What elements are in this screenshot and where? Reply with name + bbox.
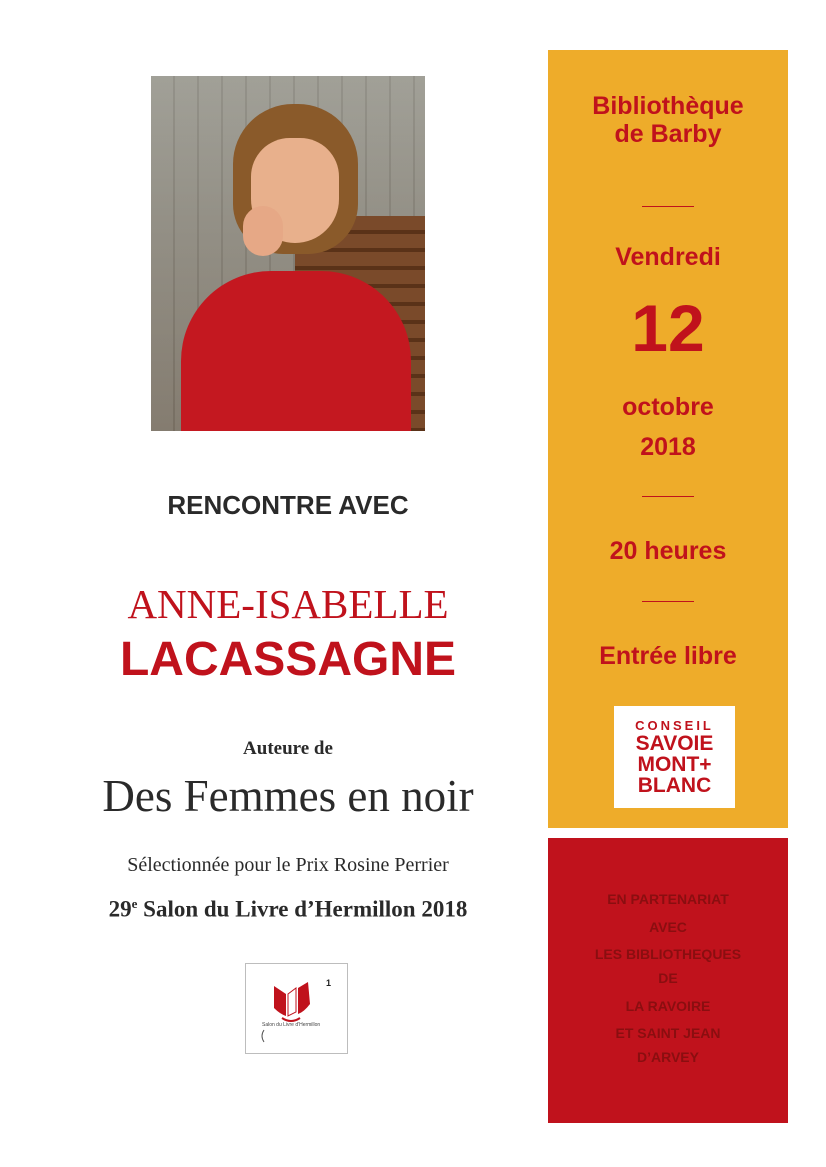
divider bbox=[642, 496, 694, 497]
divider bbox=[642, 206, 694, 207]
rencontre-heading: RENCONTRE AVEC bbox=[167, 490, 409, 520]
auteure-label: Auteure de bbox=[243, 738, 333, 759]
salon-line: 29e Salon du Livre d’Hermillon 2018 bbox=[108, 896, 468, 922]
partner-line: EN PARTENARIAT bbox=[607, 891, 729, 907]
partner-line: DE bbox=[658, 970, 678, 986]
event-month: octobre bbox=[622, 393, 714, 421]
author-photo bbox=[151, 76, 425, 431]
event-hour: 20 heures bbox=[609, 537, 727, 565]
event-year: 2018 bbox=[640, 433, 696, 461]
event-day: Vendredi bbox=[615, 243, 721, 271]
book-title: Des Femmes en noir bbox=[102, 771, 474, 821]
partner-line: ET SAINT JEAN bbox=[615, 1025, 721, 1041]
partner-line: D’ARVEY bbox=[637, 1049, 699, 1065]
event-date: 12 bbox=[631, 291, 705, 365]
author-last-name: LACASSAGNE bbox=[119, 633, 457, 686]
divider bbox=[642, 601, 694, 602]
book-tulip-icon bbox=[246, 964, 347, 1053]
author-first-name: ANNE-ISABELLE bbox=[127, 581, 449, 627]
event-info-panel bbox=[548, 50, 788, 828]
entry-info: Entrée libre bbox=[599, 642, 737, 670]
prix-selection: Sélectionnée pour le Prix Rosine Perrier bbox=[127, 854, 449, 876]
salon-logo: 1 Salon du Livre d'Hermillon bbox=[245, 963, 348, 1054]
library-name: Bibliothèque de Barby bbox=[592, 92, 744, 148]
conseil-savoie-logo: CONSEIL SAVOIE MONT+ BLANC bbox=[614, 706, 735, 808]
partner-line: LA RAVOIRE bbox=[625, 998, 711, 1014]
partnership-panel bbox=[548, 838, 788, 1123]
partner-line: AVEC bbox=[649, 919, 687, 935]
partner-line: LES BIBLIOTHEQUES bbox=[594, 946, 742, 962]
